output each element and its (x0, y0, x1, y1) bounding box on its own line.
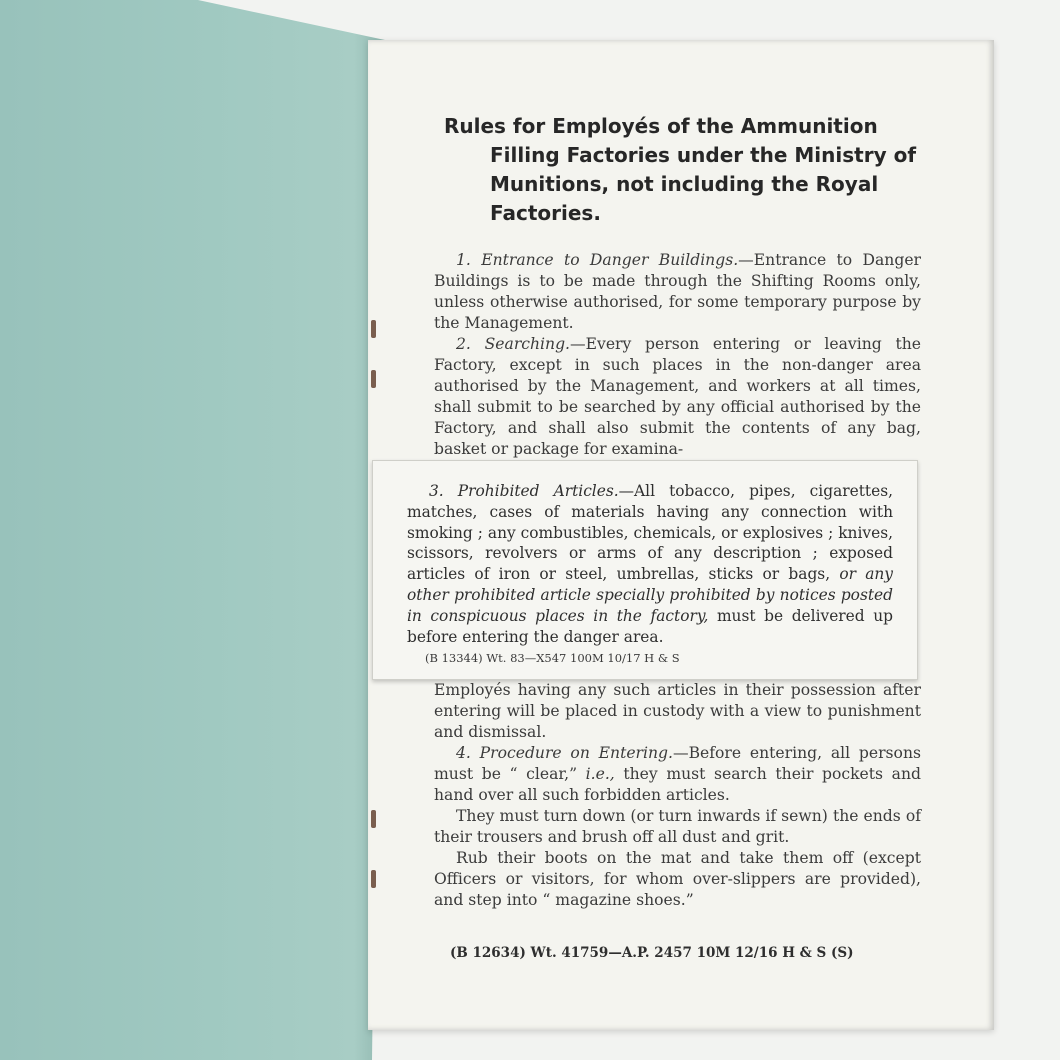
rule-4-para-2: They must turn down (or turn inwards if sewn) the ends of their trousers and brush off all dust and grit. (434, 807, 921, 846)
rule-4 (434, 743, 921, 806)
staple-hole-2 (371, 370, 376, 388)
staple-hole-4 (371, 870, 376, 888)
slip-text-b: must be delivered up before entering the danger area. (407, 606, 893, 646)
title-line-3: Munitions, not including the Royal (490, 172, 879, 196)
rule-4-ie: i.e., (585, 765, 615, 783)
rules-lower (434, 680, 921, 911)
rule-4-heading: 4. Procedure on Entering. (456, 744, 673, 762)
rule-4-text-a: —Before entering, all persons must be “ clear,” (434, 744, 921, 783)
slip-text-a: —All tobacco, pipes, cigarettes, matches, cases of materials having any connection with smoking ; any combustibles, chemicals, or explosives ; knives, scissors, revolvers or arms of any description ; exposed articles of iron or steel, umbrellas, sticks or bags, (407, 482, 893, 584)
slip-print-code: (B 13344) Wt. 83—X547 100M 10/17 H & S (425, 651, 680, 665)
rule-1-text: —Entrance to Danger Buildings is to be made through the Shifting Rooms only, unless otherwise authorised, for some temporary purpose by the Management. (434, 251, 921, 332)
booklet-cover (0, 0, 385, 1060)
rule-2-text: —Every person entering or leaving the Factory, except in such places in the non-danger area authorised by the Management, and workers at all times, shall submit to be searched by any official authorised by the Factory, and shall also submit the contents of any bag, basket or package for examina- (434, 335, 922, 458)
slip-heading: 3. Prohibited Articles. (429, 482, 619, 500)
title-line-4: Factories. (490, 201, 601, 225)
slip-text-italic: or any other prohibited article specially prohibited by notices posted in conspicuous places in the factory, (407, 565, 893, 625)
rule-2 (434, 334, 921, 460)
rule-3-continued: Employés having any such articles in their possession after entering will be placed in custody with a view to punishment and dismissal. (434, 681, 921, 741)
rule-1 (434, 250, 921, 334)
rule-2-heading: 2. Searching. (456, 335, 571, 353)
rule-4-text-b: they must search their pockets and hand over all such forbidden articles. (434, 765, 921, 804)
pasted-amendment-slip (372, 460, 918, 680)
title-line-2: Filling Factories under the Ministry of (490, 143, 917, 167)
page-title (444, 112, 944, 228)
rule-4-para-3: Rub their boots on the mat and take them off (except Officers or visitors, for whom over-slippers are provided), and step into “ magazine shoes.” (434, 849, 921, 909)
page-footer-print-code: (B 12634) Wt. 41759—A.P. 2457 10M 12/16 H & S (S) (450, 945, 854, 961)
rules-upper (434, 250, 921, 460)
title-line-1: Rules for Employés of the Ammunition (444, 114, 878, 138)
rule-1-heading: 1. Entrance to Danger Buildings. (456, 251, 739, 269)
staple-hole-1 (371, 320, 376, 338)
slip-rule-3 (407, 481, 893, 647)
staple-hole-3 (371, 810, 376, 828)
